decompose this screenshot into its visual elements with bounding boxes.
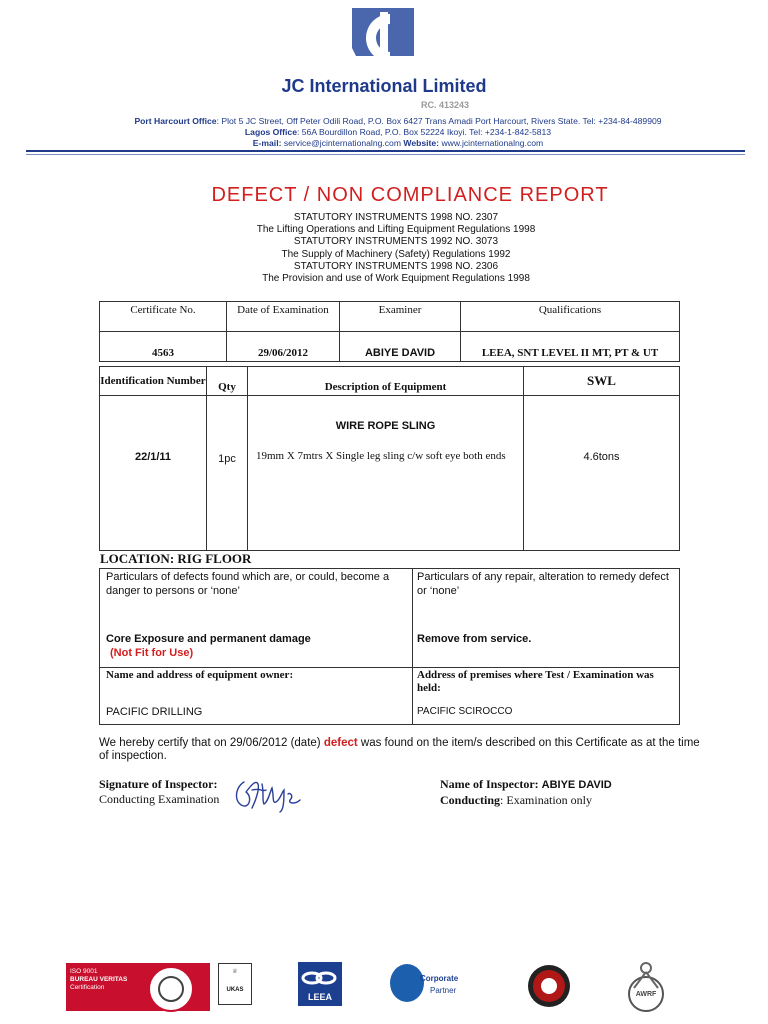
certify-highlight: defect [323,737,358,749]
ukas-text: UKAS [226,987,244,993]
regulation-line: STATUTORY INSTRUMENTS 1998 NO. 2307 [293,212,499,223]
owner-row [100,668,680,725]
email-link[interactable]: service@jcinternationalng.com [283,138,401,148]
premises-label: Address of premises where Test / Examination was held: [417,669,654,694]
regulation-line: The Supply of Machinery (Safety) Regulations 1992 [281,248,511,260]
partner-text: Partner [430,986,457,995]
inspector-name-value: ABIYE DAVID [541,779,612,791]
description-text: 19mm X 7mtrs X Single leg sling c/w soft eye both ends [256,450,506,462]
header-divider-thin [26,154,745,155]
ph-office-address: : Plot 5 JC Street, Off Peter Odili Road, P.O. Box 6427 Trans Amadi Port Harcourt, Rivers State. Tel: +234-84-489909 [216,116,662,126]
ukas-logo [218,963,252,1005]
equipment-header-row [100,367,680,396]
certificate-table [99,301,680,362]
cert-no-value: 4563 [100,332,227,362]
description-title: WIRE ROPE SLING [335,420,436,432]
regulation-line: STATUTORY INSTRUMENTS 1992 NO. 3073 [293,236,499,248]
qty-value: 1pc [207,396,248,551]
premises-value: PACIFIC SCIROCCO [417,706,513,717]
inspector-signature [232,774,302,814]
owner-cell [100,668,413,725]
iso-line3: Certification [70,984,105,991]
regulations-list [0,212,768,285]
qualifications-header: Qualifications [461,302,680,332]
leea-logo [298,962,342,1006]
regulation-line: STATUTORY INSTRUMENTS 1998 NO. 2306 [293,260,499,272]
leea-text: LEEA [307,992,332,1002]
website-label: Website: [403,138,440,148]
id-number-value: 22/1/11 [100,396,207,551]
defects-right-cell [413,569,680,668]
location-label: LOCATION: RIG FLOOR [100,551,252,566]
swl-value: 4.6tons [524,396,680,551]
website-link[interactable]: www.jcinternationalng.com [441,138,544,148]
owner-label: Name and address of equipment owner: [106,669,294,681]
defect-finding: Core Exposure and permanent damage [106,633,311,645]
lagos-office-label: Lagos Office [244,127,297,137]
company-logo [350,8,416,70]
email-label: E-mail: [252,138,282,148]
ukas-crown-icon: ♕ [232,969,238,975]
cert-no-header: Certificate No. [100,302,227,332]
examiner-value: ABIYE DAVID [340,332,461,362]
description-header: Description of Equipment [248,367,524,396]
certify-prefix: We hereby certify that on 29/06/2012 (date) [99,737,324,749]
corporate-partner-logo [390,960,480,1006]
certify-suffix: was found on the item/s described on this Certificate as at the time of inspection. [99,737,700,762]
signature-label: Signature of Inspector: [99,777,218,791]
ladol-logo [527,964,571,1008]
defects-table [99,568,680,725]
description-cell [248,396,524,551]
report-title: DEFECT / NON COMPLIANCE REPORT [211,184,609,206]
date-header: Date of Examination [227,302,340,332]
id-number-header: Identification Number [100,367,207,396]
conducting-label: Conducting [440,793,501,807]
defects-left-cell [100,569,413,668]
not-fit-note: (Not Fit for Use) [110,647,194,659]
rc-number: RC. 413243 [421,100,470,110]
lagos-office-address: : 56A Bourdillon Road, P.O. Box 52224 Ikoyi. Tel: +234-1-842-5813 [296,127,552,137]
regulation-line: The Lifting Operations and Lifting Equipment Regulations 1998 [256,224,536,236]
examiner-header: Examiner [340,302,461,332]
ph-office-label: Port Harcourt Office [134,116,217,126]
signature-sub: Conducting Examination [99,792,220,806]
certificate-value-row [100,332,680,362]
defects-left-header: Particulars of defects found which are, or could, become a danger to persons or ‘none’ [106,571,390,597]
equipment-row [100,396,680,551]
defects-row [100,569,680,668]
globe-icon [390,964,424,1002]
repair-finding: Remove from service. [417,633,532,645]
conducting-value: : Examination only [500,793,593,807]
premises-cell [413,668,680,725]
awrf-text: AWRF [635,991,657,998]
bureau-veritas-seal-icon [148,966,194,1012]
regulation-line: The Provision and use of Work Equipment Regulations 1998 [262,273,530,285]
certificate-header-row [100,302,680,332]
certification-statement [99,737,709,763]
header-divider [26,150,745,152]
iso-bureau-veritas-logo [66,963,210,1011]
inspector-name-label: Name of Inspector: [440,777,539,791]
equipment-table [99,366,680,551]
qualifications-value: LEEA, SNT LEVEL II MT, PT & UT [461,332,680,362]
signature-block [99,777,219,807]
corporate-text: Corporate [420,974,459,983]
defects-right-header: Particulars of any repair, alteration to remedy defect or ‘none’ [417,571,669,597]
awrf-logo [626,958,666,1014]
office-addresses [0,116,768,149]
iso-line1: ISO 9001 [70,968,98,975]
company-name: JC International Limited [281,76,487,96]
iso-line2: BUREAU VERITAS [70,976,128,983]
owner-value: PACIFIC DRILLING [106,706,203,718]
inspector-block [440,777,612,808]
date-value: 29/06/2012 [227,332,340,362]
swl-header: SWL [524,367,680,396]
qty-header: Qty [207,367,248,396]
